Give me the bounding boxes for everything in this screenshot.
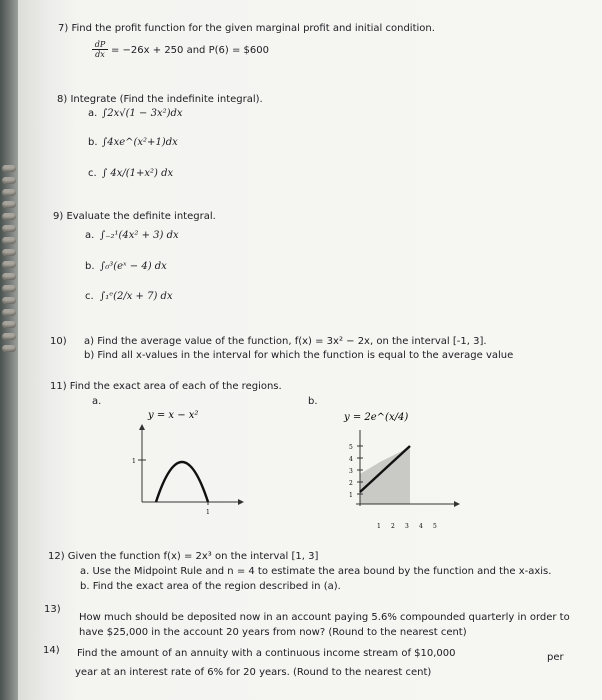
q7-dx: dx (95, 50, 105, 59)
q14-per: per (547, 652, 564, 663)
q12-part-b: b. Find the exact area of the region described in (a). (80, 581, 341, 592)
graph-b-shaded-region (360, 446, 410, 504)
q10-part-a: a) Find the average value of the function, f(x) = 3x² − 2x, on the interval [-1, 3]. (84, 336, 487, 347)
q9-b-label: b. (85, 261, 95, 272)
graph-b-xtick-4: 4 (419, 523, 423, 530)
q12-part-a: a. Use the Midpoint Rule and n = 4 to estimate the area bound by the function and the x-axis. (80, 566, 552, 577)
graph-a-x-arrow (238, 499, 244, 505)
graph-b-xtick-5: 5 (433, 523, 437, 530)
graph-a-equation: y = x − x² (148, 410, 199, 421)
q8-a-label: a. (88, 108, 98, 119)
q14-line1: Find the amount of an annuity with a continuous income stream of $10,000 (77, 648, 456, 659)
q9-b-expr: ∫₀³(eˣ − 4) dx (100, 261, 167, 272)
q8-b-label: b. (88, 137, 98, 148)
graph-a-xtick-label: 1 (206, 509, 210, 516)
q8-b-expr: ∫4xe^(x²+1)dx (102, 137, 178, 148)
q7-condition: = −26x + 250 and P(6) = $600 (111, 45, 269, 56)
graph-b-x-arrow (454, 501, 460, 507)
q13-line1: How much should be deposited now in an account paying 5.6% compounded quarterly in order to (79, 612, 570, 623)
graph-b-xtick-3: 3 (405, 523, 409, 530)
q9-c-label: c. (85, 291, 94, 302)
q14-number: 14) (43, 645, 60, 656)
q7-dp: dP (92, 40, 108, 50)
q13-number: 13) (44, 604, 61, 615)
q8-c-label: c. (88, 168, 97, 179)
graph-b-ytick-5: 5 (349, 444, 353, 451)
graph-a (120, 402, 260, 522)
q11-b-label: b. (308, 396, 318, 407)
graph-a-y-arrow (139, 424, 145, 430)
notebook-spiral (2, 165, 16, 365)
q8-c-expr: ∫ 4x/(1+x²) dx (102, 168, 174, 179)
q9-prompt: 9) Evaluate the definite integral. (53, 211, 216, 222)
graph-b-equation: y = 2e^(x/4) (344, 412, 409, 423)
graph-b-ytick-4: 4 (349, 456, 353, 463)
graph-b-xtick-2: 2 (391, 523, 395, 530)
q14-line2: year at an interest rate of 6% for 20 years. (Round to the nearest cent) (75, 667, 432, 678)
q11-a-label: a. (92, 396, 102, 407)
graph-b-ytick-3: 3 (349, 468, 353, 475)
q10-part-b: b) Find all x-values in the interval for which the function is equal to the average value (84, 350, 514, 361)
graph-b (330, 402, 470, 534)
q8-prompt: 8) Integrate (Find the indefinite integral). (57, 94, 263, 105)
q11-prompt: 11) Find the exact area of each of the regions. (50, 381, 282, 392)
parabola-curve (156, 462, 208, 502)
q10-number: 10) (50, 336, 67, 347)
q9-a-label: a. (85, 230, 95, 241)
graph-b-ytick-2: 2 (349, 480, 353, 487)
q13-line2: have $25,000 in the account 20 years from now? (Round to the nearest cent) (79, 627, 467, 638)
q7-prompt: 7) Find the profit function for the given marginal profit and initial condition. (58, 23, 435, 34)
q8-a-expr: ∫2x√(1 − 3x²)dx (102, 108, 183, 119)
graph-b-xtick-1: 1 (377, 523, 381, 530)
q9-c-expr: ∫₁ᵉ(2/x + 7) dx (100, 291, 173, 302)
q9-a-expr: ∫₋₂¹(4x² + 3) dx (100, 230, 179, 241)
graph-a-ytick-label: 1 (132, 458, 136, 465)
graph-b-ytick-1: 1 (349, 492, 353, 499)
q12-prompt: 12) Given the function f(x) = 2x³ on the interval [1, 3] (48, 551, 319, 562)
